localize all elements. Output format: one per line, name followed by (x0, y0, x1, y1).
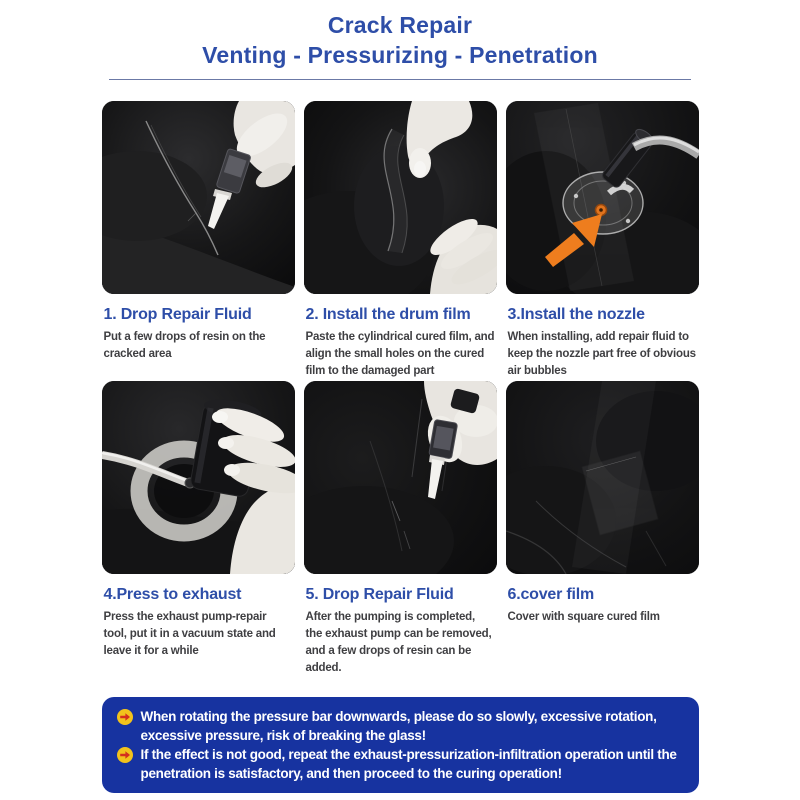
warning-box (102, 697, 699, 793)
warning-bullet-1-text: When rotating the pressure bar downwards, please do so slowly, excessive rotation, excessive pressure, risk of breaking the glass! (140, 709, 657, 743)
page-title: Crack Repair (327, 12, 473, 38)
step-2-description: Paste the cylindrical cured film, and align the small holes on the cured film to the damaged part (305, 331, 495, 377)
steps-grid (102, 101, 699, 674)
warning-bullet-2 (117, 745, 683, 783)
step-6-photo-cover-film-icon (506, 381, 699, 574)
step-4-description: Press the exhaust pump-repair tool, put it in a vacuum state and leave it for a while (103, 611, 276, 657)
step-5-description: After the pumping is completed, the exhaust pump can be removed, and a few drops of resin can be added. (305, 611, 492, 674)
step-1-title: 1. Drop Repair Fluid (103, 306, 252, 323)
header (0, 0, 800, 80)
arrow-right-bullet-icon (117, 747, 133, 763)
step-3 (506, 101, 699, 381)
header-divider (109, 79, 691, 80)
step-6-description: Cover with square cured film (507, 611, 660, 623)
step-2-title: 2. Install the drum film (305, 306, 471, 323)
step-2-photo-film-install-icon (304, 101, 497, 294)
step-1 (102, 101, 295, 381)
step-6-title: 6.cover film (507, 586, 595, 603)
step-5 (304, 381, 497, 674)
step-3-photo-nozzle-icon (506, 101, 699, 294)
step-4-title: 4.Press to exhaust (103, 586, 242, 603)
step-3-description: When installing, add repair fluid to keep the nozzle part free of obvious air bubbles (507, 331, 696, 377)
step-3-title: 3.Install the nozzle (507, 306, 645, 323)
step-6 (506, 381, 699, 661)
warning-bullet-1 (117, 707, 683, 745)
step-2 (304, 101, 497, 381)
step-5-title: 5. Drop Repair Fluid (305, 586, 454, 603)
page-subtitle: Venting - Pressurizing - Penetration (202, 42, 598, 68)
step-1-photo-resin-drop-icon (102, 101, 295, 294)
step-1-description: Put a few drops of resin on the cracked area (103, 331, 266, 360)
step-5-photo-resin-drop-icon (304, 381, 497, 574)
arrow-right-bullet-icon (117, 709, 133, 725)
step-4 (102, 381, 295, 661)
warning-bullet-2-text: If the effect is not good, repeat the exhaust-pressurization-infiltration operation until the penetration is satisfactory, and then proceed to the curing operation! (140, 747, 677, 781)
step-4-photo-exhaust-pump-icon (102, 381, 295, 574)
